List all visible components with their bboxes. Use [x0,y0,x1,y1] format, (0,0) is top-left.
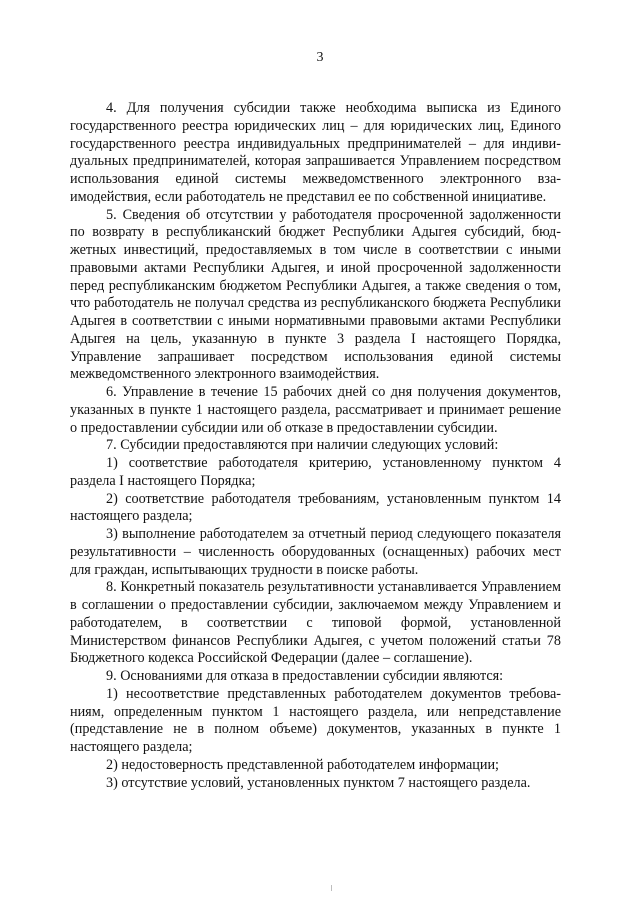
paragraph-7-item-1: 1) соответствие работодателя критерию, установленному пунктом 4 раздела I настоящего Порядка; [70,455,561,489]
paragraph-8: 8. Конкретный показатель результативности устанавливается Управлением в соглашении о предоставлении субсидии, заключаемом между Управлением и работодателем, в соответствии с типовой формой, установленной Министерством финансов Республики Адыгея, с учетом положений статьи 78 Бюджетного кодекса Российской Федерации (далее – соглашение). [70,579,561,667]
paragraph-5: 5. Сведения об отсутствии у работодателя просроченной задолженности по возврату в республиканский бюджет Республики Адыгея субсидий, бюджетных инвестиций, предоставляемых в том числе в соответствии с иными правовыми актами Республики Адыгея, и иной просроченной задолженности перед республиканским бюджетом Республики Адыгея, а также сведения о том, что работодатель не получал средства из республиканского бюджета Республики Адыгея в соответствии с иными нормативными правовыми актами Республики Адыгея на цель, указанную в пункте 3 раздела I настоящего Порядка, Управление запрашивает посредством использования единой системы межведомственного электронного взаимодействия. [70,206,561,383]
paragraph-9-item-3: 3) отсутствие условий, установленных пунктом 7 настоящего раздела. [106,774,531,791]
paragraph-7-item-2: 2) соответствие работодателя требованиям, установленным пунктом 14 настоящего раздела; [70,490,561,525]
paragraph-6: 6. Управление в течение 15 рабочих дней со дня получения документов, указанных в пункте 1 настоящего раздела, рассматривает и принимает решение о предоставлении субсидии или об отказе в предоставлении субсидии. [70,384,561,436]
paragraph-4: 4. Для получения субсидии также необходима выписка из Единого государственного реестра юридических лиц – для юридических лиц, Единого государственного реестра индивидуальных предпринимателей – для индивидуальных предпринимателей, которая запрашивается Управлением посредством использования единой системы межведомственного электронного взаимодействия, если работодатель не представил ее по собственной инициативе. [70,100,561,205]
paragraph-9-item-2: 2) недостоверность представленной работодателем информации; [106,756,499,773]
paragraph-7-item-3: 3) выполнение работодателем за отчетный период следующего показателя результативности – численность оборудованных (оснащенных) рабочих мест для граждан, испытывающих трудности в поиске работы. [70,526,561,578]
page-number: 3 [316,50,324,65]
paragraph-9-item-1: 1) несоответствие представленных работодателем документов требованиям, определенным пунктом 1 настоящего раздела, или непредставление (представление не в полном объеме) документов, указанных в пункте 1 настоящего раздела; [70,685,561,755]
scan-mark [331,885,332,891]
paragraph-7: 7. Субсидии предоставляются при наличии следующих условий: [106,437,499,454]
paragraph-9: 9. Основаниями для отказа в предоставлении субсидии являются: [106,668,504,684]
document-body [70,100,561,792]
